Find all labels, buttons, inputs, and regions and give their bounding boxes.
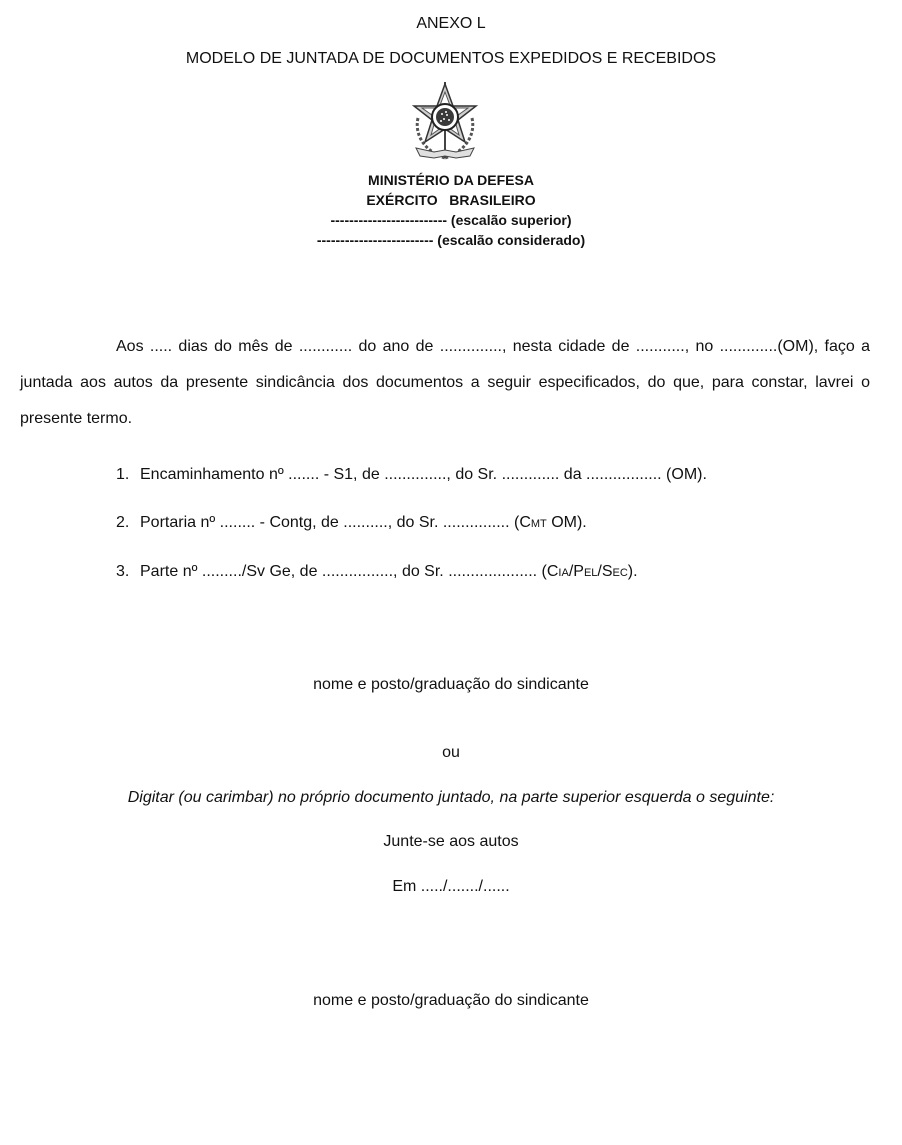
coat-of-arms-icon [404,78,486,164]
item-abbreviation: Cmt [519,514,547,531]
document-title: MODELO DE JUNTADA DE DOCUMENTOS EXPEDIDOS E RECEBIDOS [185,50,717,67]
or-text: ou [442,744,460,761]
paragraph-text: Aos ..... dias do mês de ............ do ano de .............., nesta cidade de ..........., no .............(OM), faço a juntada aos autos da presente sindicância dos documentos a seguir especificados, do que, para constar, lavrei o presente termo. [20,338,870,427]
annex-label: ANEXO L [416,15,486,32]
upper-echelon-line: ------------------------- (escalão superior) [330,212,572,228]
army-name: EXÉRCITO BRASILEIRO [366,192,536,208]
item-text: Encaminhamento nº ....... - S1, de .............., do Sr. ............. da ................. (OM). [140,466,707,483]
juntada-paragraph [20,329,870,437]
item-abbreviation: Cia/Pel/Sec [546,563,628,580]
signature-line-2: nome e posto/graduação do sindicante [313,992,589,1009]
document-item-3 [116,563,638,581]
item-number: 3. [116,563,130,580]
item-text: Parte nº ........./Sv Ge, de ................, do Sr. .................... ( [140,563,547,580]
item-tail: ). [627,563,638,580]
document-item-2 [116,514,587,532]
item-number: 2. [116,514,130,531]
stamp-date-line: Em ...../......./...... [392,878,510,895]
stamp-instruction: Digitar (ou carimbar) no próprio documento juntado, na parte superior esquerda o seguinte: [127,789,775,806]
item-number: 1. [116,466,130,483]
item-text: Portaria nº ........ - Contg, de .........., do Sr. ............... ( [140,514,520,531]
item-tail: OM). [546,514,587,531]
document-item-1 [116,466,707,484]
ministry-name: MINISTÉRIO DA DEFESA [368,172,534,188]
considered-echelon-line: ------------------------- (escalão considerado) [316,232,586,248]
stamp-text-line-1: Junte-se aos autos [383,833,519,850]
signature-line-1: nome e posto/graduação do sindicante [313,676,589,693]
